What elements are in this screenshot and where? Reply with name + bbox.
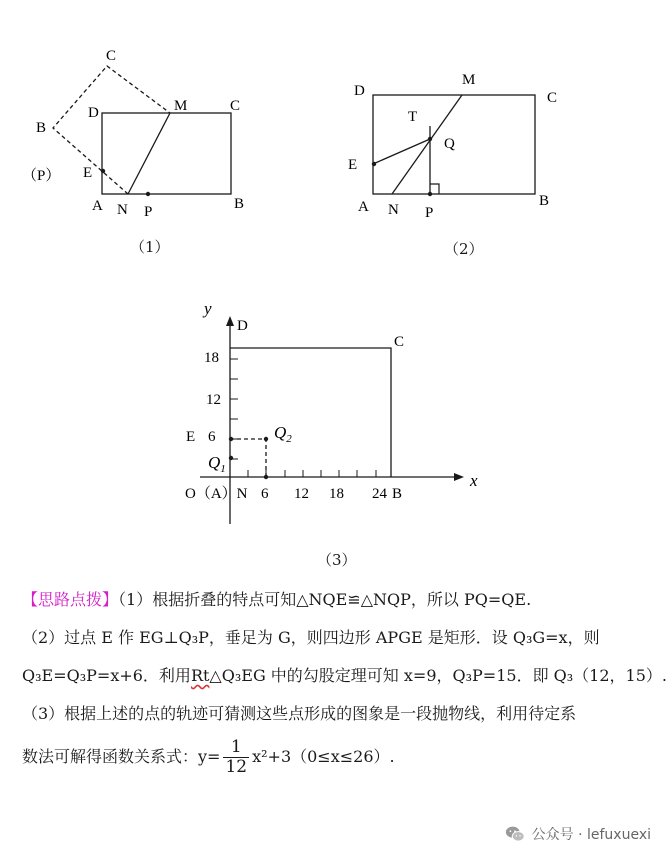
fig3-rectangle xyxy=(230,348,391,477)
fig2-point-Q xyxy=(428,137,432,141)
solution-p3a: （3）根据上述的点的轨迹可猜测这些点形成的图象是一段抛物线，利用待定系 xyxy=(22,704,577,723)
fig1-rectangle xyxy=(102,113,231,194)
solution-p1-text: （1）根据折叠的特点可知△NQE≌△NQP，所以 PQ=QE. xyxy=(118,590,532,609)
fig1-label-b: B xyxy=(36,120,47,136)
fig2-label-e: E xyxy=(348,157,358,173)
fig3-x-tick-12: 12 xyxy=(294,486,309,502)
fig3-y-tick-marks xyxy=(230,359,238,459)
fig1-label-d: D xyxy=(88,105,99,121)
solution-p3b xyxy=(22,738,651,777)
fig2-label-n: N xyxy=(388,202,399,218)
fig3-y-tick-18: 18 xyxy=(204,350,219,366)
fig2-label-a: A xyxy=(358,199,369,215)
solution-p1 xyxy=(22,589,651,611)
figure-2-caption: （2） xyxy=(444,240,484,258)
watermark-text: 公众号 · lefuxuexi xyxy=(531,827,651,843)
fig3-label-b: B xyxy=(392,486,403,502)
solution-p2b-part2: △Q₃EG 中的勾股定理可知 x=9，Q₃P=15．即 Q₃（12，15）. xyxy=(209,666,667,685)
watermark xyxy=(504,823,651,845)
hint-label: 【思路点拨】 xyxy=(22,590,119,609)
fig1-fold-line xyxy=(128,113,170,194)
fig3-label-q2: $Q_2$ xyxy=(274,423,292,445)
fig1-label-c-top: C xyxy=(106,48,117,64)
fig3-point-E xyxy=(229,437,233,441)
fig1-label-b-right: B xyxy=(234,196,245,212)
figure-1 xyxy=(20,40,260,220)
solution-p2b-rt: Rt xyxy=(190,666,210,685)
fig1-label-m: M xyxy=(174,98,188,114)
solution-p2a: （2）过点 E 作 EG⊥Q₃P，垂足为 G，则四边形 APGE 是矩形．设 Q₃G=x，则 xyxy=(22,628,600,647)
fig2-label-p: P xyxy=(425,205,434,221)
fig3-x-tick-24: 24 xyxy=(372,486,387,502)
fig3-x-arrow xyxy=(454,473,464,481)
fraction-one-twelfth xyxy=(223,738,249,777)
fig1-label-a: A xyxy=(92,198,103,214)
fig3-label-e: E xyxy=(186,429,196,445)
fig1-point-E xyxy=(101,169,105,173)
wechat-icon xyxy=(504,823,526,845)
fraction-numerator: 1 xyxy=(223,738,249,758)
fig2-point-E xyxy=(372,162,376,166)
fig3-label-c: C xyxy=(394,334,405,350)
fig1-dashed-fold xyxy=(53,66,170,194)
solution-p3b-part2: x²+3（0≤x≤26）. xyxy=(252,747,395,766)
fig1-label-e: E xyxy=(83,165,93,181)
solution-p2b xyxy=(22,665,667,687)
fig3-label-d: D xyxy=(237,318,248,334)
figure-2 xyxy=(340,62,580,222)
fig3-axis-y-label: y xyxy=(204,299,212,318)
fig2-label-b: B xyxy=(539,193,550,209)
fig2-label-m: M xyxy=(462,72,476,88)
fig1-label-c: C xyxy=(230,98,241,114)
fig3-x-tick-6: 6 xyxy=(261,486,269,502)
figure-3-caption: （3） xyxy=(317,551,357,569)
fig1-label-n: N xyxy=(117,202,128,218)
fig3-x-tick-18: 18 xyxy=(329,486,344,502)
fig2-point-P xyxy=(428,192,432,196)
fig3-y-tick-12: 12 xyxy=(206,392,221,408)
fig3-y-arrow xyxy=(226,316,234,326)
fig3-y-tick-6: 6 xyxy=(208,429,216,445)
fig2-label-d: D xyxy=(354,83,365,99)
fig2-label-c: C xyxy=(547,90,558,106)
fraction-denominator: 12 xyxy=(225,757,248,777)
fig1-label-p: P xyxy=(144,204,153,220)
fig3-point-Q2 xyxy=(264,437,268,441)
figure-1-caption: （1） xyxy=(130,238,170,256)
figure-3 xyxy=(180,296,500,536)
fig3-point-Q1 xyxy=(229,456,233,460)
fig3-label-origin: O（A）N xyxy=(185,486,248,502)
fig2-label-q: Q xyxy=(444,136,455,152)
fig1-point-P xyxy=(146,192,150,196)
solution-p3b-part1: 数法可解得函数关系式：y= xyxy=(22,747,221,766)
fig1-label-p-paren: （P） xyxy=(22,168,61,184)
fig2-label-t: T xyxy=(408,109,418,125)
solution-p2b-part1: Q₃E=Q₃P=x+6．利用 xyxy=(22,666,191,685)
fig3-axis-x-label: x xyxy=(470,471,478,490)
fig3-label-q1: $Q_1$ xyxy=(208,453,226,475)
fig3-point-6 xyxy=(264,475,268,479)
